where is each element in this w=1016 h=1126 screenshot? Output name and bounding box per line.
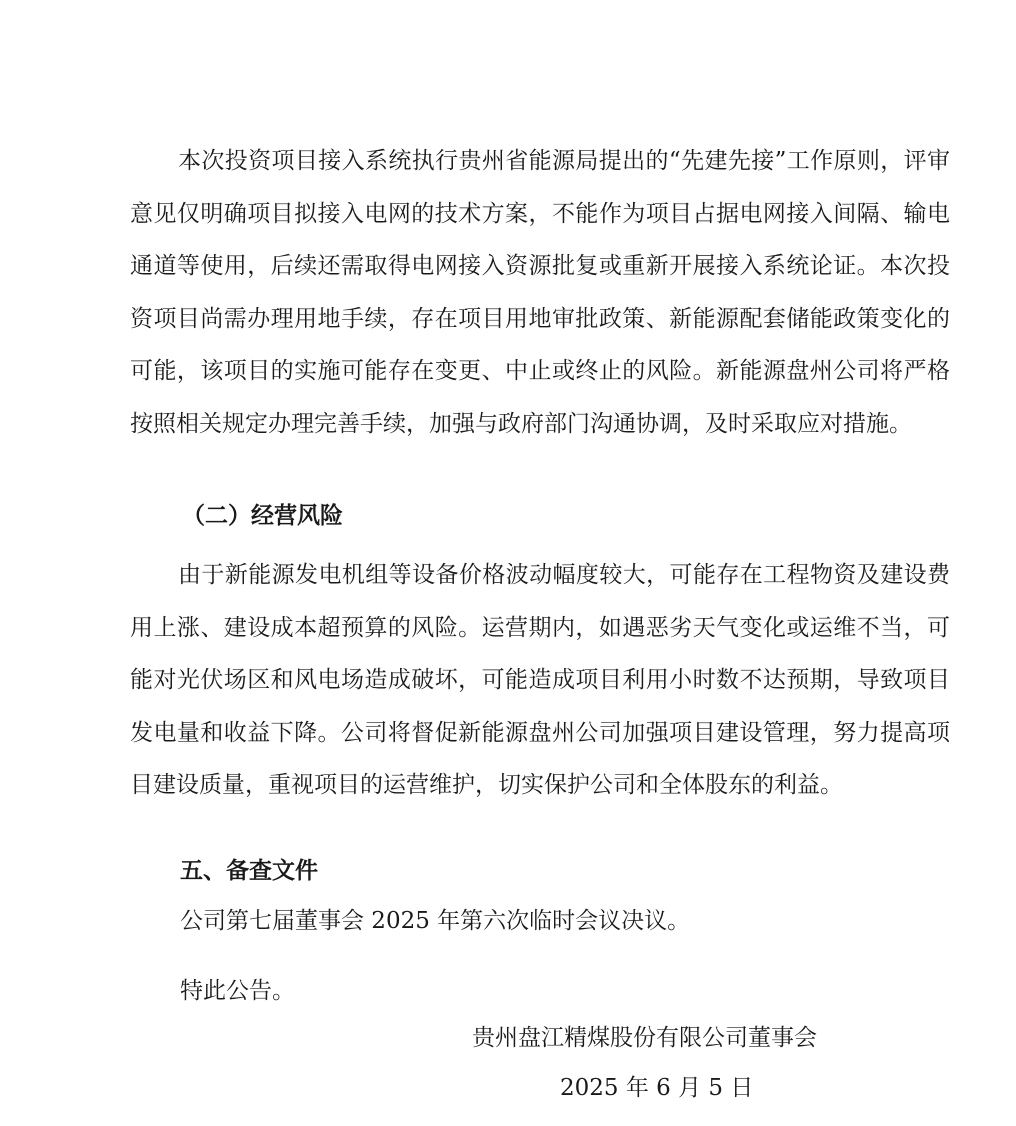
closing-statement: 特此公告。 — [180, 978, 295, 1004]
reference-documents-heading: 五、备查文件 — [180, 858, 318, 884]
operating-risk-paragraph: 由于新能源发电机组等设备价格波动幅度较大，可能存在工程物资及建设费用上涨、建设成本超预算的风险。运营期内，如遇恶劣天气变化或运维不当，可能对光伏场区和风电场造成破坏，可能造成项目利用小时数不达预期，导致项目发电量和收益下降。公司将督促新能源盘州公司加强项目建设管理，努力提高项目建设质量，重视项目的运营维护，切实保护公司和全体股东的利益。 — [130, 562, 950, 799]
approval-risk-paragraph: 本次投资项目接入系统执行贵州省能源局提出的“先建先接”工作原则，评审意见仅明确项目拟接入电网的技术方案，不能作为项目占据电网接入间隔、输电通道等使用，后续还需取得电网接入资源批复或重新开展接入系统论证。本次投资项目尚需办理用地手续，存在项目用地审批政策、新能源配套储能政策变化的可能，该项目的实施可能存在变更、中止或终止的风险。新能源盘州公司将严格按照相关规定办理完善手续，加强与政府部门沟通协调，及时采取应对措施。 — [130, 148, 950, 437]
board-resolution-item: 公司第七届董事会 2025 年第六次临时会议决议。 — [180, 908, 691, 934]
operating-risk-heading: （二）经营风险 — [182, 503, 343, 529]
signer-board: 贵州盘江精煤股份有限公司董事会 — [472, 1025, 817, 1051]
signature-date: 2025 年 6 月 5 日 — [560, 1075, 754, 1101]
